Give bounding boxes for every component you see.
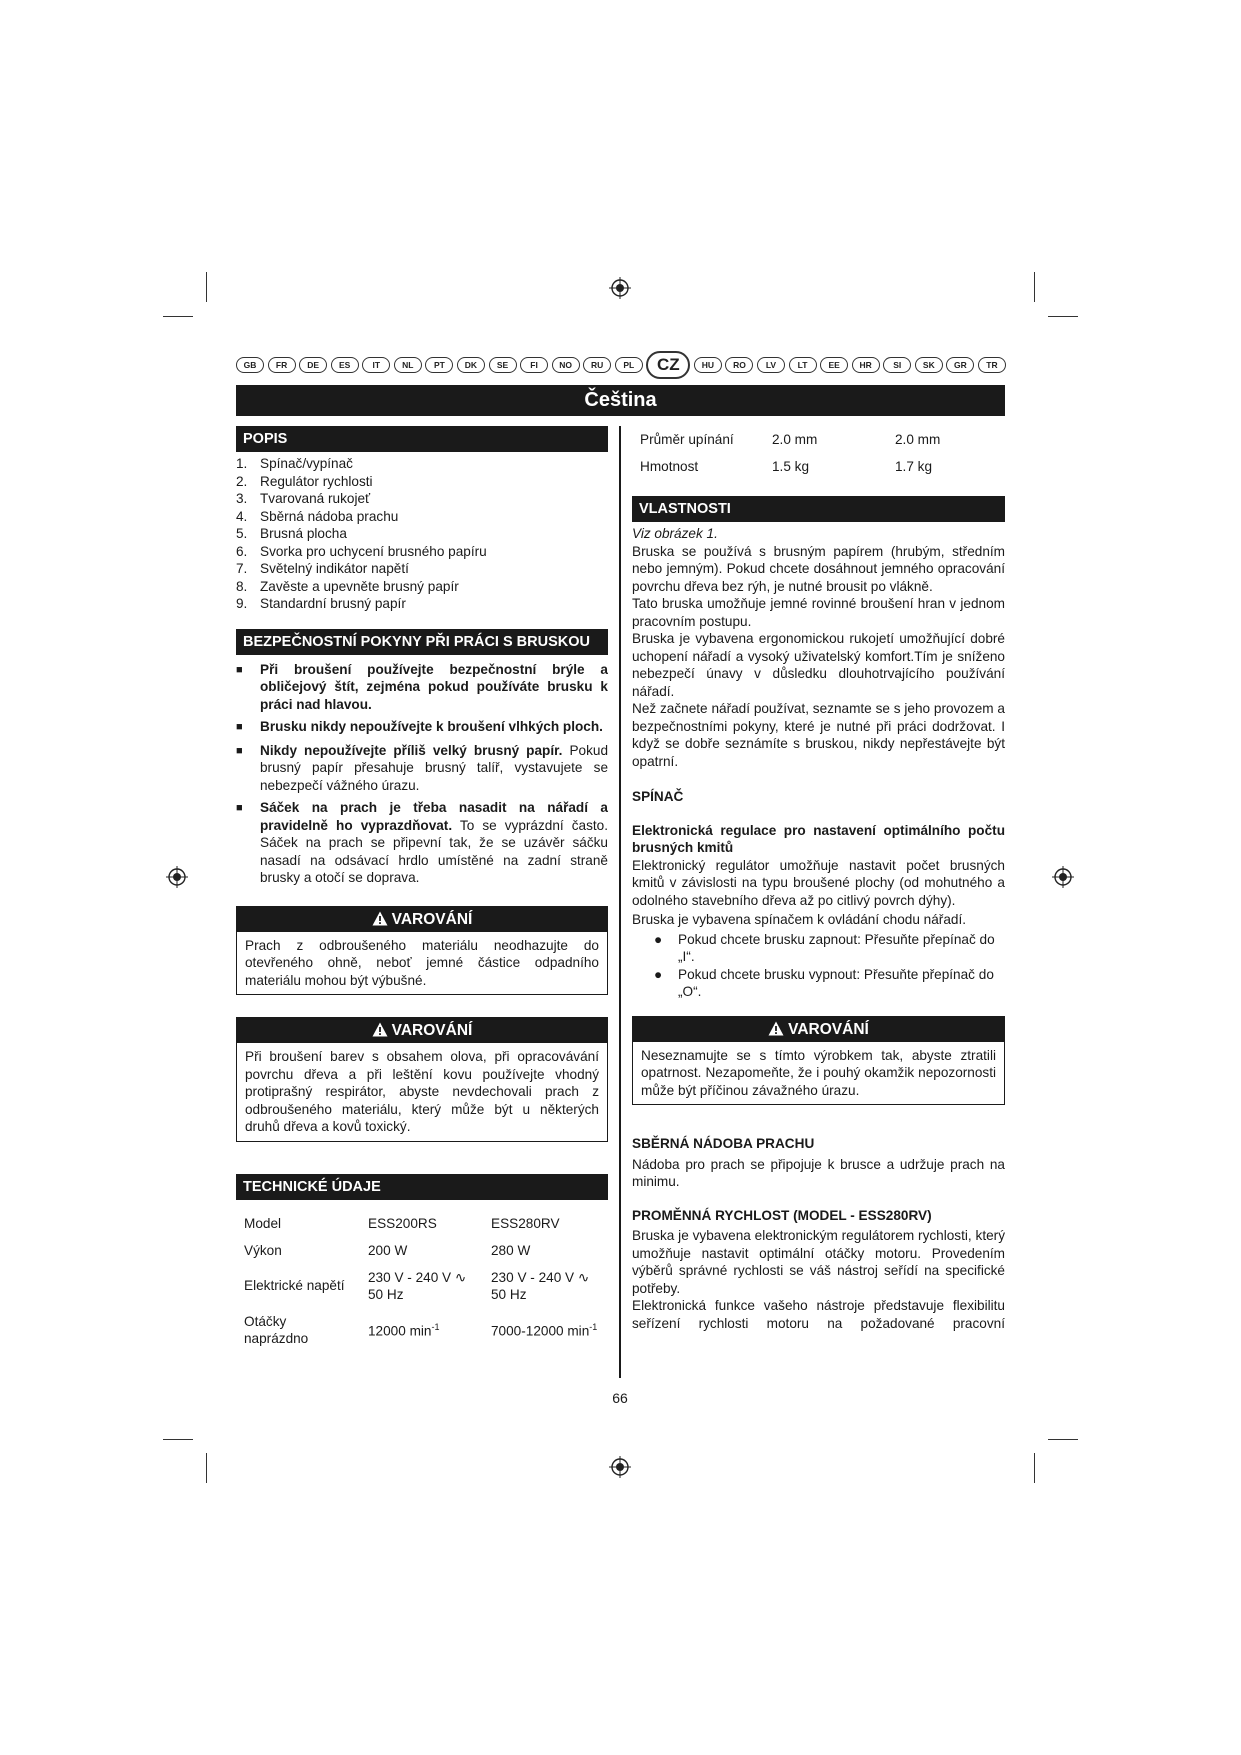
lang-badge: SK <box>915 357 943 373</box>
item-bold-text: Nikdy nepoužívejte příliš velký brusný papír. <box>260 742 563 758</box>
paragraph: Bruska je vybavena ergonomickou rukojetí umožňující dobré uchopení nářadí a vysoký uživatelský komfort.Tím je sníženo nebezpečí únavy v důsledku dlouhotrvajícího používání nářadí. <box>632 631 1005 699</box>
item-number: 9. <box>236 596 248 611</box>
item-bold-text: Sáček na prach je třeba nasadit na nářadí a pravidelně ho vyprazdňovat. <box>260 800 608 833</box>
item-number: 8. <box>236 578 248 594</box>
warning-header <box>237 907 607 932</box>
list-item <box>236 543 608 561</box>
paragraph: Elektronický regulátor umožňuje nastavit počet brusných kmitů v závislosti na typu broušené plochy (od mohutného a odolného stavebního dřeva až po citlivý povrch dýhy). <box>632 857 1005 908</box>
lang-badge: FI <box>520 357 548 373</box>
list-item <box>632 966 1005 1001</box>
item-number: 6. <box>236 543 248 559</box>
warning-text: Neseznamujte se s tímto výrobkem tak, abyste ztratili opatrnost. Nezapomeňte, že i pouhý okamžik nepozornosti může být příčinou závažného úrazu. <box>641 1047 996 1098</box>
superscript-exponent: -1 <box>431 1322 440 1333</box>
warning-header <box>633 1017 1004 1042</box>
list-item <box>236 473 608 491</box>
item-number: 5. <box>236 526 248 541</box>
lang-badge: DK <box>457 357 485 373</box>
page-title: Čeština <box>236 385 1005 416</box>
registration-mark-icon <box>166 866 188 888</box>
spec-value: 280 W <box>491 1242 531 1258</box>
warning-triangle-icon <box>768 1021 784 1036</box>
item-bold-text: Brusku nikdy nepoužívejte k broušení vlhkých ploch. <box>260 719 603 734</box>
table-row <box>236 1264 608 1308</box>
spec-value: 200 W <box>368 1242 408 1258</box>
spec-label: Výkon <box>244 1242 282 1258</box>
spec-label: Hmotnost <box>640 459 699 474</box>
lang-badge: TR <box>978 357 1006 373</box>
list-item <box>236 560 608 578</box>
item-text: Pokud brusný papír přesahuje brusný talíř, vystavujete se nebezpečí vážného úrazu. <box>260 742 608 793</box>
warning-header <box>237 1018 607 1043</box>
square-bullet-icon: ■ <box>236 802 243 814</box>
item-text: Pokud chcete brusku vypnout: Přesuňte přepínač do „O“. <box>678 966 994 999</box>
lang-badge: NL <box>394 357 422 373</box>
square-bullet-icon: ■ <box>236 663 243 676</box>
list-item <box>236 525 608 543</box>
section-header-safety: BEZPEČNOSTNÍ POKYNY PŘI PRÁCI S BRUSKOU <box>236 629 608 655</box>
list-item <box>236 578 608 596</box>
item-number: 7. <box>236 561 248 576</box>
switch-bullet-list <box>632 931 1005 1001</box>
square-bullet-icon: ■ <box>236 721 243 733</box>
lang-badge: ES <box>331 357 359 373</box>
paragraph: Tato bruska umožňuje jemné rovinné broušení hran v jednom pracovním postupu. <box>632 596 1005 629</box>
lang-badge-active: CZ <box>646 351 690 379</box>
spec-label: Otáčky naprázdno <box>244 1313 309 1346</box>
spec-value: 7000-12000 $\min^{-1}$ <box>491 1322 598 1339</box>
lang-badge: NO <box>552 357 580 373</box>
lang-badge: LV <box>757 357 785 373</box>
warning-text: Při broušení barev s obsahem olova, při opracovávání povrchu dřeva a při leštění kovu používejte vhodný protiprašný respirátor, abyste nevdechovali prach z odbroušeného materiálu, který může být u některých druhů dřeva a kovů toxický. <box>245 1049 599 1134</box>
list-item <box>236 742 608 795</box>
item-text: Brusná plocha <box>260 526 347 541</box>
lang-badge: IT <box>362 357 390 373</box>
lang-badge: EE <box>820 357 848 373</box>
item-number: 1. <box>236 456 248 471</box>
lang-badge: RO <box>725 357 753 373</box>
spec-value: 230 V - 240 V ∿ 50 Hz <box>491 1269 590 1302</box>
subheading-spinac: SPÍNAČ <box>632 789 684 804</box>
lang-badge: LT <box>789 357 817 373</box>
item-text: Svorka pro uchycení brusného papíru <box>260 543 487 559</box>
page-number: 66 <box>612 1390 628 1406</box>
spec-value: ESS280RV <box>491 1215 560 1231</box>
item-number: 2. <box>236 473 248 489</box>
paragraph: Bruska je vybavena spínačem k ovládání chodu nářadí. <box>632 912 967 927</box>
item-bold-text: Při broušení používejte bezpečnostní brýle a obličejový štít, zejména pokud používáte brusku k práci nad hlavou. <box>260 661 608 712</box>
paragraph: Než začnete nářadí používat, seznamte se s jeho provozem a bezpečnostními pokyny, které je nutné při práci dodržovat. I když se dobře seznámíte s bruskou, nikdy nepřestávejte být opatrní. <box>632 701 1005 769</box>
lang-badge: SI <box>883 357 911 373</box>
spec-value: 2.0 mm <box>895 432 941 447</box>
registration-mark-icon <box>1052 866 1074 888</box>
table-row <box>236 1210 608 1237</box>
spec-label: Elektrické napětí <box>244 1278 345 1293</box>
section-header-tech: TECHNICKÉ ÚDAJE <box>236 1174 608 1200</box>
lang-badge: HR <box>852 357 880 373</box>
crop-mark <box>1048 316 1078 317</box>
item-text: Zavěste a upevněte brusný papír <box>260 578 459 594</box>
left-column <box>236 426 608 1352</box>
spec-value: 230 V - 240 V ∿ 50 Hz <box>368 1269 467 1302</box>
list-item <box>236 661 608 714</box>
safety-list <box>236 661 608 887</box>
warning-box <box>236 1017 608 1142</box>
crop-mark <box>1034 1453 1035 1483</box>
warning-title: VAROVÁNÍ <box>391 910 473 928</box>
section-header-popis: POPIS <box>236 426 608 452</box>
section-header-vlastnosti: VLASTNOSTI <box>632 496 1005 522</box>
table-row <box>632 453 1005 480</box>
item-text: Spínač/vypínač <box>260 456 353 471</box>
warning-triangle-icon <box>372 911 388 926</box>
item-text: Regulátor rychlosti <box>260 473 373 489</box>
warning-title: VAROVÁNÍ <box>788 1020 869 1038</box>
item-number: 4. <box>236 508 248 524</box>
description-list <box>236 455 608 613</box>
list-item <box>236 455 608 473</box>
lang-badge: GB <box>236 357 264 373</box>
spec-table-continued <box>632 426 1005 480</box>
list-item <box>236 508 608 526</box>
column-divider <box>619 426 621 1378</box>
lang-badge: DE <box>299 357 327 373</box>
spec-value: 1.5 kg <box>772 459 810 474</box>
list-item <box>236 595 608 613</box>
list-item <box>236 799 608 887</box>
square-bullet-icon: ■ <box>236 744 243 757</box>
paragraph: Nádoba pro prach se připojuje k brusce a udržuje prach na minimu. <box>632 1156 1005 1189</box>
registration-mark-icon <box>609 277 631 299</box>
item-text: Sběrná nádoba prachu <box>260 508 399 524</box>
warning-box <box>632 1016 1005 1106</box>
crop-mark <box>163 316 193 317</box>
registration-mark-icon <box>609 1456 631 1478</box>
list-item <box>236 718 608 737</box>
lang-badge: FR <box>268 357 296 373</box>
warning-triangle-icon <box>372 1022 388 1037</box>
item-text: Světelný indikátor napětí <box>260 561 409 576</box>
item-number: 3. <box>236 491 248 506</box>
dot-bullet-icon: ● <box>654 931 663 947</box>
lang-badge: GR <box>946 357 974 373</box>
paragraph: Elektronická funkce vašeho nástroje představuje flexibilitu seřízení rychlosti motoru na požadované pracovní <box>632 1298 1005 1331</box>
item-text: Tvarovaná rukojeť <box>260 491 371 506</box>
item-text: To se vyprázdní často. Sáček na prach se připevní tak, že se uzávěr sáčku nasadí na odsávací hrdlo umístěné na zadní straně brusky a otočí se doprava. <box>260 817 609 885</box>
crop-mark <box>1034 272 1035 302</box>
subheading-regulace: Elektronická regulace pro nastavení optimálního počtu brusných kmitů <box>632 822 1005 855</box>
dot-bullet-icon: ● <box>654 966 663 982</box>
spec-value: ESS200RS <box>368 1215 437 1231</box>
lang-badge: PL <box>615 357 643 373</box>
crop-mark <box>206 1453 207 1483</box>
table-row <box>236 1308 608 1352</box>
table-row <box>632 426 1005 453</box>
crop-mark <box>206 272 207 302</box>
lang-badge: SE <box>489 357 517 373</box>
language-bar <box>236 352 1006 378</box>
warning-box <box>236 906 608 996</box>
figure-reference: Viz obrázek 1. <box>632 526 718 541</box>
paragraph: Bruska se používá s brusným papírem (hrubým, středním nebo jemným). Pokud chcete dosáhnout jemného opracování povrchu dřeva bez rýh, je nutné brousit po vlákně. <box>632 543 1005 594</box>
lang-badge: PT <box>425 357 453 373</box>
spec-value: 1.7 kg <box>895 459 933 474</box>
paragraph: Bruska je vybavena elektronickým regulátorem rychlosti, který umožňuje nastavit optimální otáčky motoru. Provedením výběrů správné rychlosti se váš nástroj seřídí na specifické potřeby. <box>632 1228 1005 1296</box>
list-item <box>236 490 608 508</box>
spec-value: 12000 $\min^{-1}$ <box>368 1322 440 1339</box>
table-row <box>236 1237 608 1264</box>
warning-title: VAROVÁNÍ <box>391 1022 473 1039</box>
warning-text: Prach z odbroušeného materiálu neodhazujte do otevřeného ohně, neboť jemné částice odpadního materiálu mohou být výbušné. <box>245 937 599 988</box>
crop-mark <box>1048 1439 1078 1440</box>
right-column <box>632 426 1005 1332</box>
subheading-nadoba: SBĚRNÁ NÁDOBA PRACHU <box>632 1136 815 1151</box>
item-text: Pokud chcete brusku zapnout: Přesuňte přepínač do „I“. <box>678 931 995 964</box>
subheading-rychlost: PROMĚNNÁ RYCHLOST (MODEL - ESS280RV) <box>632 1207 932 1223</box>
item-text: Standardní brusný papír <box>260 596 406 611</box>
crop-mark <box>163 1439 193 1440</box>
spec-table <box>236 1210 608 1352</box>
lang-badge: HU <box>694 357 722 373</box>
spec-label: Model <box>244 1215 282 1231</box>
lang-badge: RU <box>583 357 611 373</box>
list-item <box>632 931 1005 966</box>
spec-label: Průměr upínání <box>640 432 734 447</box>
spec-value: 2.0 mm <box>772 432 818 447</box>
superscript-exponent: -1 <box>589 1322 598 1333</box>
